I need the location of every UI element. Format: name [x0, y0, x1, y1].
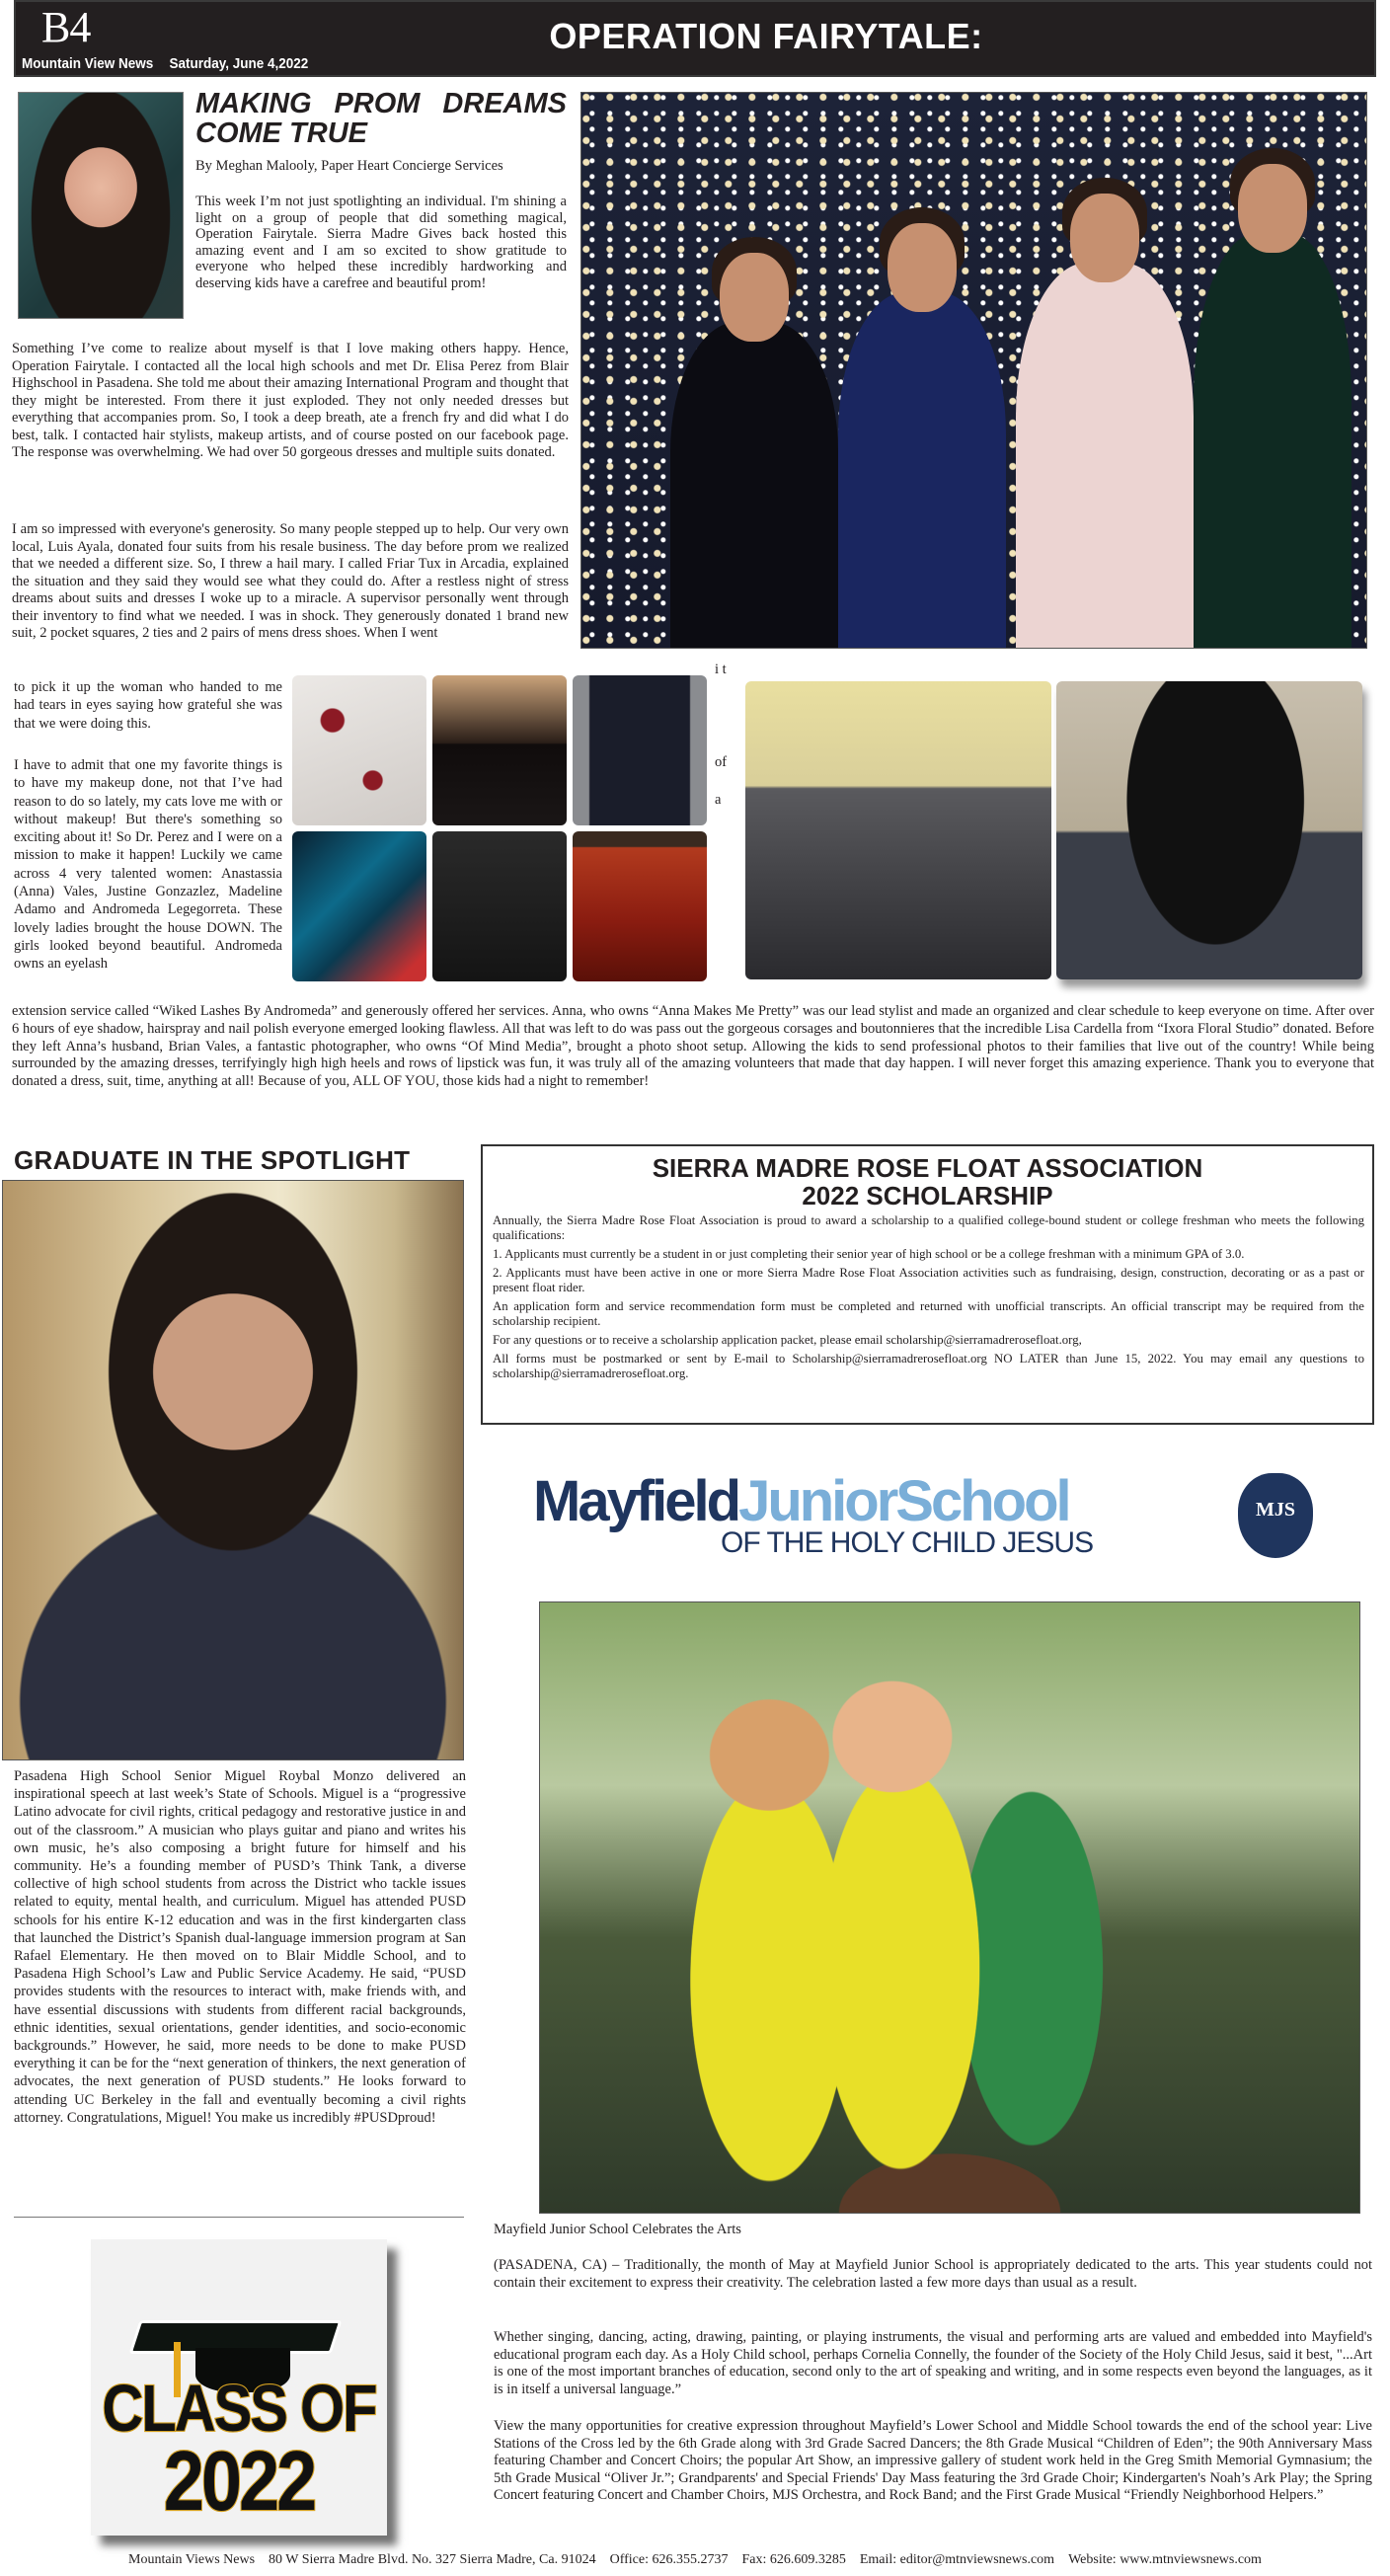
dress-photo-white-floral [292, 675, 426, 825]
divider [14, 2217, 464, 2218]
scholarship-announcement [481, 1144, 1374, 1425]
masthead [14, 0, 1376, 77]
makeup-artist-photo [745, 681, 1051, 979]
mayfield-paragraph: Whether singing, dancing, acting, drawing, painting, or playing instruments, the visual and performing arts are valued and embedded into Mayfield's educational program each day. As a Holy Child school, perhaps Cornelia Connelly, the founder of the Society of the Holy Child Jesus, said it best, "...Art is one of the most important branches of education, second only to the art of speaking and writing, and in some respects even beyond the languages, as it is in itself a universal language.” [494, 2329, 1372, 2397]
curled-hairstyle-photo [1056, 681, 1362, 979]
footer-address: 80 W Sierra Madre Blvd. No. 327 Sierra Madre, Ca. 91024 [269, 2552, 596, 2567]
page-footer [0, 2552, 1390, 2568]
shield-text: MJS [1256, 1499, 1295, 1521]
byline: By Meghan Malooly, Paper Heart Concierge Services [195, 158, 503, 174]
scholarship-paragraph: Annually, the Sierra Madre Rose Float Association is proud to award a scholarship to a qualified college-bound student or college freshman who meets the following qualifications: [493, 1213, 1364, 1242]
dress-photo-red-satin [573, 831, 707, 981]
logo-subtitle: OF THE HOLY CHILD JESUS [721, 1526, 1094, 1559]
footer-paper-name: Mountain Views News [128, 2552, 256, 2567]
mjs-shield-icon [1238, 1473, 1313, 1558]
donated-dresses-gallery [292, 675, 707, 981]
scholarship-deadline: All forms must be postmarked or sent by E-mail to Scholarship@sierramadrerosefloat.org NO LATER than June 15, 2022. You may email any questions to scholarship@sierramadrerosefloat.org. [493, 1352, 1364, 1380]
dress-photo-teal-satin [292, 831, 426, 981]
author-portrait-image [18, 92, 184, 319]
article-intro: This week I’m not just spotlighting an individual. I'm shining a light on a group of people that did something magical, Operation Fairytale. Sierra Madre Gives back hosted this amazing event and I am so excited to show gratitude to everyone who helped these incredibly hardworking and deserving kids have a carefree and beautiful prom! [195, 194, 567, 291]
graduate-article-text: Pasadena High School Senior Miguel Roybal Monzo delivered an inspirational speech at last week’s State of Schools. Miguel is a “progressive Latino advocate for civil rights, critical pedagogy and restorative justice in and out of the classroom.” A musician who plays guitar and piano and writes his own music, he’s also composing a bright future for himself and his community. He’s a founding member of PUSD’s Think Tank, a diverse collective of high school students from across the District who tackle issues related to equity, mental health, and curriculum. Miguel has attended PUSD schools for his entire K-12 education and was in the first kindergarten class that launched the District’s Spanish dual-language immersion program at San Rafael Elementary. He then moved on to Blair Middle School, and to Pasadena High School’s Law and Public Service Academy. He said, “PUSD provides students with the resources to interact with, make friends with, and have essential discussions with students from different racial backgrounds, ethnic identities, sexual orientations, gender identities, and socio-economic backgrounds.” However, he said, more needs to be done to make PUSD everything it can be for the “next generation of thinkers, the next generation of advocates, the next generation of PUSD students.” He looks forward to attending UC Berkeley in the fall and eventually becoming a civil rights attorney. Congratulations, Miguel! You make us incredibly #PUSDproud! [14, 1768, 466, 2126]
scholarship-title-line: 2022 SCHOLARSHIP [802, 1181, 1053, 1210]
mayfield-paragraph: (PASADENA, CA) – Traditionally, the month of May at Mayfield Junior School is appropriately dedicated to the arts. This year students could not contain their excitement to express their creativity. The celebration lasted a few more days than usual as a result. [494, 2257, 1372, 2291]
scholarship-body [493, 1213, 1364, 1385]
stray-text-fragment: a [715, 792, 722, 808]
footer-office-phone: Office: 626.355.2737 [609, 2552, 729, 2567]
figure-student [1016, 263, 1194, 648]
scholarship-qualification: 1. Applicants must currently be a student in or just completing their senior year of high school or be a college freshman with a minimum GPA of 3.0. [493, 1247, 1245, 1261]
dress-photo-black-lace [432, 675, 567, 825]
page-number: B4 [41, 3, 91, 51]
class-year-text: 2022 [163, 2433, 315, 2529]
mayfield-paragraph: View the many opportunities for creative expression throughout Mayfield’s Lower School and Middle School towards the end of the school year: Live Stations of the Cross led by the 6th Grade along with 3rd Grade Sacred Dancers; the 8th Grade Musical “Children of Eden”; the 90th Anniversary Mass featuring Chamber and Concert Choirs; the popular Art Show, an impressive gallery of student work held in the Greg Smith Memorial Gymnasium; the 5th Grade Musical “Oliver Jr.”; Grandparents' and Special Friends' Day Mass featuring the 3rd Grade Choir; Kindergarten's Noah’s Ark Play; the Spring Concert featuring Concert and Chamber Choirs, MJS Orchestra, and Rock Band; and the First Grade Musical “Friendly Neighborhood Helpers.” [494, 2418, 1372, 2503]
class-of-2022-graphic [91, 2239, 387, 2536]
headline-word: DREAMS [442, 88, 567, 119]
scholarship-title [483, 1154, 1372, 1210]
article-headline [195, 89, 567, 148]
issue-date: Saturday, June 4,2022 [169, 55, 309, 72]
headline-line-1 [195, 89, 567, 118]
logo-word-light: JuniorSchool [738, 1469, 1069, 1533]
headline-word: MAKING [195, 88, 312, 119]
headline-word: PROM [334, 88, 421, 119]
article-paragraph: to pick it up the woman who handed to me had tears in eyes saying how grateful she was that we were doing this. [14, 679, 282, 732]
prom-group-photo [580, 92, 1367, 649]
mayfield-logo [533, 1471, 1343, 1560]
logo-wordmark [533, 1471, 1069, 1532]
figure-student [1194, 233, 1351, 648]
figure-student [838, 292, 1006, 648]
footer-email[interactable]: Email: editor@mtnviewsnews.com [859, 2552, 1055, 2567]
article-paragraph: I am so impressed with everyone's generosity. So many people stepped up to help. Our very own local, Luis Ayala, donated four suits from his resale business. The day before prom we realized that we needed a different size. So, I threw a hail mary. I called Friar Tux in Arcadia, explained the situation and they said they would see what they could do. After a restless night of stress dreams about suits and dresses I woke up to a miracle. A supervisor personally went through their inventory to find what we needed. I was in shock. They generously donated 1 brand new suit, 2 pocket squares, 2 ties and 2 pairs of mens dress shoes. When I went [12, 521, 569, 641]
footer-website[interactable]: Website: www.mtnviewsnews.com [1068, 2552, 1262, 2567]
stray-text-fragment: of [715, 754, 728, 770]
headline-line-2: COME TRUE [195, 117, 367, 149]
photo-caption: Mayfield Junior School Celebrates the Arts [494, 2222, 741, 2237]
scholarship-title-line: SIERRA MADRE ROSE FLOAT ASSOCIATION [652, 1153, 1203, 1183]
article-paragraph: I have to admit that one my favorite things is to have my makeup done, not that I’ve had reason to do so lately, my cats love me with or without makeup! But there's something so exciting about it! So Dr. Perez and I were on a mission to make it happen! Luckily we came across 4 very talented women: Anastassia (Anna) Vales, Justine Gonzazlez, Madeline Adamo and Andromeda Legegorreta. These lovely ladies brought the house DOWN. The girls looked beyond beautiful. Andromeda owns an eyelash [14, 757, 282, 973]
article-paragraph: Something I’ve come to realize about myself is that I love making others happy. Hence, Operation Fairytale. I contacted all the local high schools and met Dr. Elisa Perez from Blair Highschool in Pasadena. She told me about their amazing International Program and thought that they might be interested. From there it just exploded. They not only needed dresses but everything that accompanies prom. So, I took a deep breath, ate a french fry and did what I do best, talk. I contacted hair stylists, makeup artists, and of course posted on our facebook page. The response was overwhelming. We had over 50 gorgeous dresses and multiple suits donated. [12, 341, 569, 460]
paper-name: Mountain View News [22, 55, 154, 72]
footer-fax: Fax: 626.609.3285 [741, 2552, 846, 2567]
dress-photo-navy-lace [573, 675, 707, 825]
scholarship-paragraph: An application form and service recommendation form must be completed and returned with unofficial transcripts. An official transcript may be required from the scholarship recipient. [493, 1299, 1364, 1328]
children-performing-photo [539, 1601, 1360, 2214]
graduate-section-heading: GRADUATE IN THE SPOTLIGHT [14, 1145, 411, 1175]
class-of-text: CLASS OF [102, 2372, 376, 2446]
article-paragraph: extension service called “Wiked Lashes By Andromeda” and generously offered her services. Anna, who owns “Anna Makes Me Pretty” was our lead stylist and made an organized and clear schedule to keep everyone on time. After over 6 hours of eye shadow, hairspray and nail polish everyone emerged looking flawless. All that was left to do was pass out the gorgeous corsages and boutonnieres that the incredible Lisa Cardella from “Ixora Floral Studio” donated. Before they left Anna’s husband, Brian Vales, a fantastic photographer, who owns “Of Mind Media”, brought a photo shoot setup. Allowing the kids to send professional photos to their families that live out of the country! While being surrounded by the amazing dresses, terrifyingly high high heels and rows of lipstick was fun, it was truly all of the amazing volunteers that made that day happen. I will never forget this amazing experience. Thank you to everyone that donated a dress, suit, time, anything at all! Because of you, ALL OF YOU, those kids had a night to remember! [12, 1003, 1374, 1090]
paper-dateline [22, 55, 325, 72]
section-title: OPERATION FAIRYTALE: [549, 16, 983, 56]
scholarship-contact: For any questions or to receive a scholarship application packet, please email scholarship@sierramadrerosefloat.org, [493, 1333, 1082, 1347]
stray-text-fragment: i t [715, 662, 727, 677]
graduate-portrait-photo [2, 1180, 464, 1760]
dress-photo-black [432, 831, 567, 981]
logo-word-dark: Mayfield [533, 1469, 739, 1533]
scholarship-qualification: 2. Applicants must have been active in one or more Sierra Madre Rose Float Association activities such as fundraising, design, construction, decorating or as a past or present float rider. [493, 1266, 1364, 1294]
figure-student [670, 322, 838, 648]
